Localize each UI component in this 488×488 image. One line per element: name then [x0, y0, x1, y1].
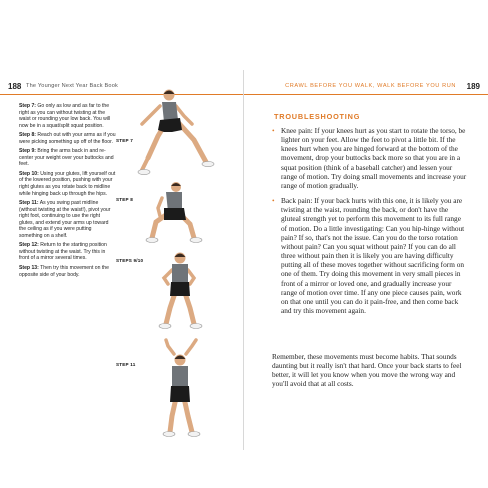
figure-step-7-illustration — [136, 86, 216, 180]
step-label: Step 9: — [19, 148, 36, 155]
step-label: Step 10: — [19, 170, 39, 177]
left-page-number: 188 — [8, 82, 22, 91]
list-item — [19, 242, 116, 262]
figure-label-step-8: STEP 8 — [116, 197, 133, 202]
section-title: TROUBLESHOOTING — [274, 112, 361, 121]
step-text: Using your glutes, lift yourself out of the lowered position, pushing with your right glutes as you rotate back to midline while hinging back up through the hips. — [19, 170, 116, 197]
list-item — [19, 103, 116, 129]
list-item — [19, 132, 116, 145]
list-item — [272, 126, 468, 190]
figure-label-step-11: STEP 11 — [116, 362, 136, 367]
step-instructions — [19, 103, 116, 281]
figure-label-step-7: STEP 7 — [116, 138, 133, 143]
step-label: Step 12: — [19, 242, 39, 249]
left-running-head: The Younger Next Year Back Book — [26, 83, 119, 89]
step-text: Return to the starting position without twisting at the waist. Try this in front of a mirror several times. — [19, 242, 107, 262]
troubleshooting-list — [272, 126, 468, 321]
bullet-back-pain: Back pain: If your back hurts with this one, it is likely you are twisting at the waist, rounding the back, or don't have the gluteal strength yet to perform this movement to its full range of motion. Do a little investigating: Can you hip-hinge without pain? If so, that's not the issue. Can you do the torso rotation without pain? Can you squat without pain? If you can do all three without pain then it is likely you are having difficulty putting all of these moves together without sacrificing form on one of them. Try doing this movement in very small pieces in front of a mirror or loved one, and gradually increase your range of motion over time. If any one piece causes pain, work on that one until you can do it pain-free, and then come back and try this movement again. — [281, 196, 465, 315]
list-item — [19, 148, 116, 168]
step-label: Step 11: — [19, 200, 39, 207]
figure-label-steps-9-10: STEPS 9/10 — [116, 258, 144, 263]
step-text: Bring the arms back in and re-center your weight over your buttocks and feet. — [19, 148, 114, 168]
step-text: Reach out with your arms as if you were picking something up off of the floor. — [19, 132, 116, 145]
step-label: Step 13: — [19, 265, 39, 272]
figure-step-11-illustration — [150, 338, 210, 438]
right-running-head: CRAWL BEFORE YOU WALK, WALK BEFORE YOU RUN — [285, 83, 456, 89]
list-item — [272, 196, 468, 315]
right-header-rule — [244, 94, 488, 95]
closing-paragraph: Remember, these movements must become habits. That sounds daunting but it really isn't that hard. Once your back starts to feel better, it will let you know when you move the wrong way and you'll avoid that at all costs. — [272, 352, 462, 389]
bullet-icon: • — [272, 126, 275, 135]
figure-steps-9-10-illustration — [150, 250, 210, 330]
step-text: Go only as low and as far to the right as you can without twisting at the waist or rounding your low back. You will now be in a squat/split squat position. — [19, 103, 111, 129]
right-page-number: 189 — [466, 82, 480, 91]
step-label: Step 8: — [19, 132, 36, 139]
bullet-knee-pain: Knee pain: If your knees hurt as you start to rotate the torso, be lighter on your feet. Allow the feet to pivot a little bit. If the knees hurt when you are hinged forward at the bottom of the movement, drop your buttocks back more so that you are in a squat position (think of a baseball catcher) and lessen your range of motion. Try doing small movements and increase your range of motion gradually. — [281, 126, 467, 190]
right-page — [244, 0, 488, 488]
list-item — [19, 265, 116, 278]
step-text: Then try this movement on the opposite side of your body. — [19, 265, 109, 278]
bullet-icon: • — [272, 196, 275, 206]
figure-step-8-illustration — [140, 180, 210, 246]
step-label: Step 7: — [19, 103, 36, 109]
step-text: As you swing past midline (without twisting at the waist!), pivot your right foot, continuing to use the right glutes, and extend your arms up toward the ceiling as if you were putting something on a shelf. — [19, 200, 111, 239]
list-item — [19, 171, 116, 197]
list-item — [19, 200, 116, 239]
